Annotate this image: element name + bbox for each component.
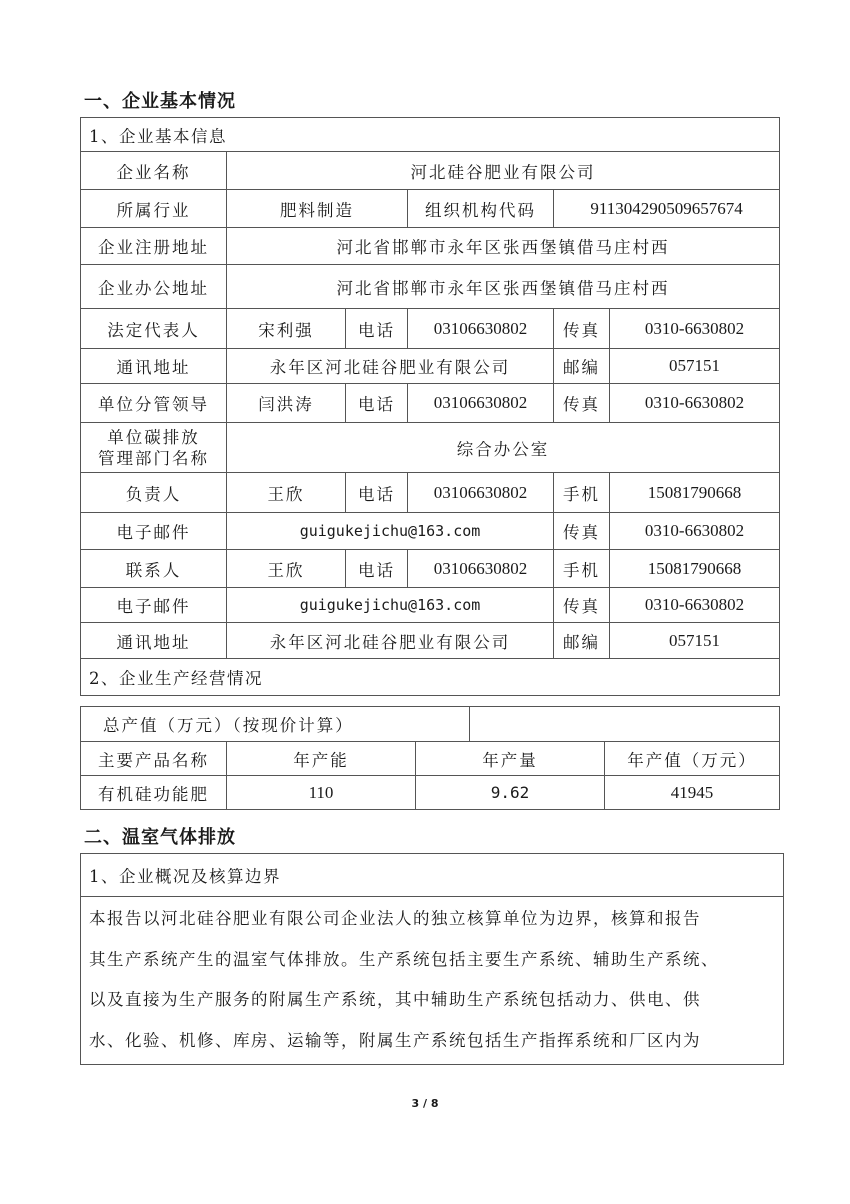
head-fax-value: 0310-6630802	[610, 513, 780, 550]
contact-address-value: 永年区河北硅谷肥业有限公司	[227, 623, 554, 659]
mail-address-label: 通讯地址	[81, 349, 227, 384]
table-row	[81, 513, 780, 550]
contact-email-value: guigukejichu@163.com	[227, 588, 554, 623]
product-header-value: 年产值（万元）	[605, 742, 780, 776]
legal-rep-fax-value: 0310-6630802	[610, 309, 780, 349]
carbon-dept-label	[81, 423, 227, 473]
product-header-output: 年产量	[416, 742, 605, 776]
boundary-table	[80, 853, 784, 1065]
mail-address-value: 永年区河北硅谷肥业有限公司	[227, 349, 554, 384]
postcode-label: 邮编	[554, 349, 610, 384]
head-phone-label: 电话	[346, 473, 408, 513]
table-row	[81, 152, 780, 190]
boundary-line: 本报告以河北硅谷肥业有限公司企业法人的独立核算单位为边界，核算和报告	[89, 909, 701, 928]
table-row	[81, 384, 780, 423]
leader-label: 单位分管领导	[81, 384, 227, 423]
table-row	[81, 550, 780, 588]
contact-phone-label: 电话	[346, 550, 408, 588]
table-row	[81, 588, 780, 623]
company-name-label: 企业名称	[81, 152, 227, 190]
head-label: 负责人	[81, 473, 227, 513]
table-row	[81, 423, 780, 473]
leader-value: 闫洪涛	[227, 384, 346, 423]
boundary-line: 以及直接为生产服务的附属生产系统，其中辅助生产系统包括动力、供电、供	[89, 990, 701, 1009]
head-email-label: 电子邮件	[81, 513, 227, 550]
contact-fax-label: 传真	[554, 588, 610, 623]
product-header-name: 主要产品名称	[81, 742, 227, 776]
table-row	[81, 309, 780, 349]
contact-mobile-label: 手机	[554, 550, 610, 588]
table-row	[81, 473, 780, 513]
head-value: 王欣	[227, 473, 346, 513]
legal-rep-phone-value: 03106630802	[408, 309, 554, 349]
registered-address-value: 河北省邯郸市永年区张西堡镇借马庄村西	[227, 228, 780, 265]
contact-mobile-value: 15081790668	[610, 550, 780, 588]
legal-rep-label: 法定代表人	[81, 309, 227, 349]
org-code-label: 组织机构代码	[408, 190, 554, 228]
contact-fax-value: 0310-6630802	[610, 588, 780, 623]
boundary-title: 1、企业概况及核算边界	[81, 854, 784, 897]
product-name: 有机硅功能肥	[81, 776, 227, 810]
industry-value: 肥料制造	[227, 190, 408, 228]
contact-email-label: 电子邮件	[81, 588, 227, 623]
table-row	[81, 118, 780, 152]
head-fax-label: 传真	[554, 513, 610, 550]
product-header-capacity: 年产能	[227, 742, 416, 776]
legal-rep-fax-label: 传真	[554, 309, 610, 349]
product-table	[80, 741, 780, 810]
table-row	[81, 897, 784, 1065]
section-heading-enterprise-basics: 一、企业基本情况	[84, 91, 236, 112]
enterprise-info-table	[80, 117, 780, 696]
section-heading-ghg-emissions: 二、温室气体排放	[84, 827, 236, 848]
table-row	[81, 349, 780, 384]
table-row	[81, 854, 784, 897]
carbon-dept-value: 综合办公室	[227, 423, 780, 473]
head-phone-value: 03106630802	[408, 473, 554, 513]
contact-postcode-value: 057151	[610, 623, 780, 659]
total-output-label: 总产值（万元）（按现价计算）	[81, 707, 470, 742]
postcode-value: 057151	[610, 349, 780, 384]
company-name-value: 河北硅谷肥业有限公司	[227, 152, 780, 190]
head-email-value: guigukejichu@163.com	[227, 513, 554, 550]
product-capacity: 110	[227, 776, 416, 810]
org-code-value: 911304290509657674	[554, 190, 780, 228]
boundary-line: 水、化验、机修、库房、运输等，附属生产系统包括生产指挥系统和厂区内为	[89, 1030, 701, 1050]
contact-address-label: 通讯地址	[81, 623, 227, 659]
page-number: 3 / 8	[411, 1097, 439, 1110]
basic-info-title: 1、企业基本信息	[81, 118, 780, 152]
production-title: 2、企业生产经营情况	[81, 659, 780, 696]
leader-phone-label: 电话	[346, 384, 408, 423]
office-address-label: 企业办公地址	[81, 265, 227, 309]
product-row	[81, 776, 780, 810]
product-value: 41945	[605, 776, 780, 810]
leader-fax-label: 传真	[554, 384, 610, 423]
table-row	[81, 623, 780, 659]
boundary-paragraph	[81, 897, 784, 1065]
legal-rep-value: 宋利强	[227, 309, 346, 349]
table-row	[81, 265, 780, 309]
production-table	[80, 706, 780, 742]
table-row	[81, 659, 780, 696]
total-output-value	[470, 707, 780, 742]
table-row	[81, 707, 780, 742]
table-row	[81, 190, 780, 228]
contact-phone-value: 03106630802	[408, 550, 554, 588]
boundary-line: 其生产系统产生的温室气体排放。生产系统包括主要生产系统、辅助生产系统、	[89, 949, 719, 969]
contact-value: 王欣	[227, 550, 346, 588]
carbon-dept-label-line1: 单位碳排放	[107, 427, 200, 447]
head-mobile-value: 15081790668	[610, 473, 780, 513]
product-header-row	[81, 742, 780, 776]
carbon-dept-label-line2: 管理部门名称	[98, 448, 209, 468]
contact-postcode-label: 邮编	[554, 623, 610, 659]
leader-phone-value: 03106630802	[408, 384, 554, 423]
legal-rep-phone-label: 电话	[346, 309, 408, 349]
office-address-value: 河北省邯郸市永年区张西堡镇借马庄村西	[227, 265, 780, 309]
contact-label: 联系人	[81, 550, 227, 588]
product-output: 9.62	[416, 776, 605, 810]
head-mobile-label: 手机	[554, 473, 610, 513]
leader-fax-value: 0310-6630802	[610, 384, 780, 423]
table-row	[81, 228, 780, 265]
registered-address-label: 企业注册地址	[81, 228, 227, 265]
industry-label: 所属行业	[81, 190, 227, 228]
